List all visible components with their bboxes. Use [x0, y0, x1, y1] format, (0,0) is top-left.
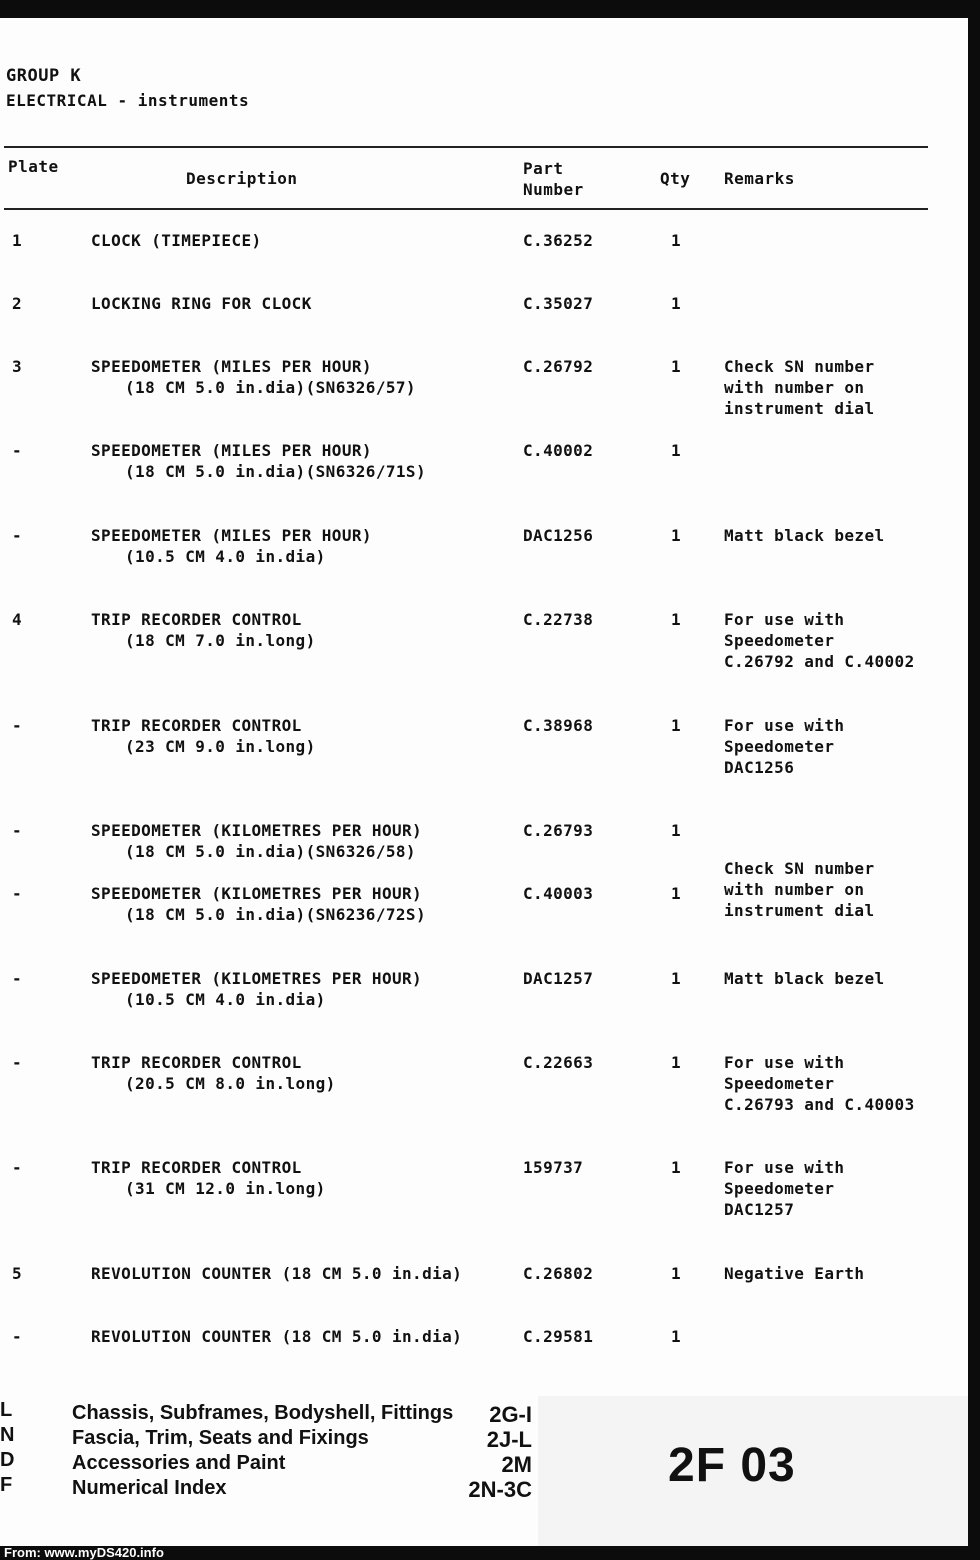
part-description: [91, 1263, 521, 1284]
part-number: C.36252: [523, 231, 594, 250]
description-detail: (18 CM 5.0 in.dia)(SN6236/72S): [125, 905, 426, 924]
index-label: Accessories and Paint: [72, 1452, 286, 1474]
description-line: TRIP RECORDER CONTROL: [91, 610, 302, 629]
part-number: 159737: [523, 1158, 584, 1177]
description-line: REVOLUTION COUNTER (18 CM 5.0 in.dia): [91, 1327, 463, 1346]
remarks: Matt black bezel: [724, 526, 885, 545]
plate-number: 2: [12, 294, 23, 313]
part-description: [91, 820, 521, 862]
description-detail: (10.5 CM 4.0 in.dia): [125, 990, 326, 1009]
part-number: DAC1256: [523, 526, 594, 545]
description-detail: (23 CM 9.0 in.long): [125, 737, 316, 756]
group-title: GROUP K: [6, 66, 82, 86]
shared-remark: Check SN number with number on instrument dial: [724, 859, 875, 920]
quantity: 1: [671, 1158, 682, 1177]
quantity: 1: [671, 294, 682, 313]
description-line: TRIP RECORDER CONTROL: [91, 1053, 302, 1072]
part-description: [91, 1326, 521, 1347]
scan-border-bottom: [0, 1546, 980, 1560]
index-label: Chassis, Subframes, Bodyshell, Fittings: [72, 1402, 454, 1424]
part-description: [91, 1157, 521, 1199]
col-header-plate: Plate: [8, 157, 59, 176]
index-ref: 2G-I: [489, 1402, 532, 1427]
col-header-qty: Qty: [660, 169, 691, 188]
index-ref: 2N-3C: [468, 1477, 532, 1502]
description-line: TRIP RECORDER CONTROL: [91, 1158, 302, 1177]
part-number: C.29581: [523, 1327, 594, 1346]
quantity: 1: [671, 821, 682, 840]
plate-number: 1: [12, 231, 23, 250]
plate-number: -: [12, 884, 23, 903]
part-number: C.22663: [523, 1053, 594, 1072]
index-letters: [0, 1398, 14, 1498]
part-number: C.26792: [523, 357, 594, 376]
description-line: SPEEDOMETER (MILES PER HOUR): [91, 441, 372, 460]
remarks: Matt black bezel: [724, 969, 885, 988]
fiche-code: 2F 03: [668, 1439, 796, 1492]
part-description: [91, 356, 521, 398]
plate-number: 5: [12, 1264, 23, 1283]
part-description: [91, 1052, 521, 1094]
quantity: 1: [671, 610, 682, 629]
part-description: [91, 230, 521, 251]
quantity: 1: [671, 1264, 682, 1283]
part-description: [91, 525, 521, 567]
section-title: ELECTRICAL - instruments: [6, 91, 250, 110]
index-label: Fascia, Trim, Seats and Fixings: [72, 1427, 369, 1449]
part-number: C.40003: [523, 884, 594, 903]
description-line: LOCKING RING FOR CLOCK: [91, 294, 312, 313]
description-line: SPEEDOMETER (MILES PER HOUR): [91, 526, 372, 545]
part-description: [91, 715, 521, 757]
part-number: C.35027: [523, 294, 594, 313]
plate-number: 4: [12, 610, 23, 629]
index-ref: 2M: [501, 1452, 532, 1477]
part-number: C.26802: [523, 1264, 594, 1283]
description-line: SPEEDOMETER (MILES PER HOUR): [91, 357, 372, 376]
description-detail: (18 CM 7.0 in.long): [125, 631, 316, 650]
col-header-part-line1: Part: [523, 159, 564, 178]
part-description: [91, 609, 521, 651]
description-line: REVOLUTION COUNTER (18 CM 5.0 in.dia): [91, 1264, 463, 1283]
remarks: Check SN number with number on instrument dial: [724, 357, 875, 418]
description-detail: (18 CM 5.0 in.dia)(SN6326/71S): [125, 462, 426, 481]
description-line: SPEEDOMETER (KILOMETRES PER HOUR): [91, 821, 423, 840]
index-letter: N: [0, 1424, 15, 1446]
plate-number: -: [12, 821, 23, 840]
description-detail: (10.5 CM 4.0 in.dia): [125, 547, 326, 566]
index-label: Numerical Index: [72, 1477, 227, 1499]
quantity: 1: [671, 1053, 682, 1072]
header-top-rule: [4, 146, 928, 148]
description-detail: (18 CM 5.0 in.dia)(SN6326/58): [125, 842, 416, 861]
remarks: Negative Earth: [724, 1264, 865, 1283]
description-line: SPEEDOMETER (KILOMETRES PER HOUR): [91, 969, 423, 988]
index-entry-fascia: [72, 1427, 532, 1452]
part-description: [91, 883, 521, 925]
quantity: 1: [671, 969, 682, 988]
col-header-part-line2: Number: [523, 180, 584, 199]
scan-border-top: [0, 0, 980, 18]
scan-border-right: [968, 0, 980, 1560]
plate-number: -: [12, 526, 23, 545]
col-header-remarks: Remarks: [724, 169, 795, 188]
part-description: [91, 440, 521, 482]
index-entry-numerical: [72, 1477, 532, 1502]
index-letter: L: [0, 1399, 13, 1421]
quantity: 1: [671, 526, 682, 545]
quantity: 1: [671, 716, 682, 735]
source-watermark: From: www.myDS420.info: [4, 1545, 164, 1560]
index-letter: F: [0, 1474, 13, 1496]
index-entry-accessories: [72, 1452, 532, 1477]
plate-number: -: [12, 1158, 23, 1177]
quantity: 1: [671, 441, 682, 460]
remarks: For use with Speedometer DAC1257: [724, 1158, 845, 1219]
quantity: 1: [671, 231, 682, 250]
part-description: [91, 293, 521, 314]
description-line: CLOCK (TIMEPIECE): [91, 231, 262, 250]
plate-number: -: [12, 441, 23, 460]
part-number: C.38968: [523, 716, 594, 735]
quantity: 1: [671, 884, 682, 903]
parts-list-page: [0, 18, 968, 1546]
part-number: C.22738: [523, 610, 594, 629]
part-number: C.40002: [523, 441, 594, 460]
plate-number: -: [12, 969, 23, 988]
description-line: SPEEDOMETER (KILOMETRES PER HOUR): [91, 884, 423, 903]
col-header-description: Description: [186, 169, 298, 188]
description-detail: (20.5 CM 8.0 in.long): [125, 1074, 336, 1093]
part-number: DAC1257: [523, 969, 594, 988]
index-ref: 2J-L: [486, 1427, 532, 1452]
remarks: For use with Speedometer C.26792 and C.40002: [724, 610, 915, 671]
index-entry-chassis: [72, 1402, 532, 1427]
description-detail: (31 CM 12.0 in.long): [125, 1179, 326, 1198]
part-number: C.26793: [523, 821, 594, 840]
description-detail: (18 CM 5.0 in.dia)(SN6326/57): [125, 378, 416, 397]
remarks: For use with Speedometer DAC1256: [724, 716, 845, 777]
quantity: 1: [671, 357, 682, 376]
header-bottom-rule: [4, 208, 928, 210]
description-line: TRIP RECORDER CONTROL: [91, 716, 302, 735]
quantity: 1: [671, 1327, 682, 1346]
plate-number: -: [12, 1053, 23, 1072]
plate-number: -: [12, 1327, 23, 1346]
part-description: [91, 968, 521, 1010]
plate-number: 3: [12, 357, 23, 376]
index-letter: D: [0, 1449, 15, 1471]
remarks: For use with Speedometer C.26793 and C.40003: [724, 1053, 915, 1114]
fiche-footer: [0, 1396, 968, 1546]
plate-number: -: [12, 716, 23, 735]
